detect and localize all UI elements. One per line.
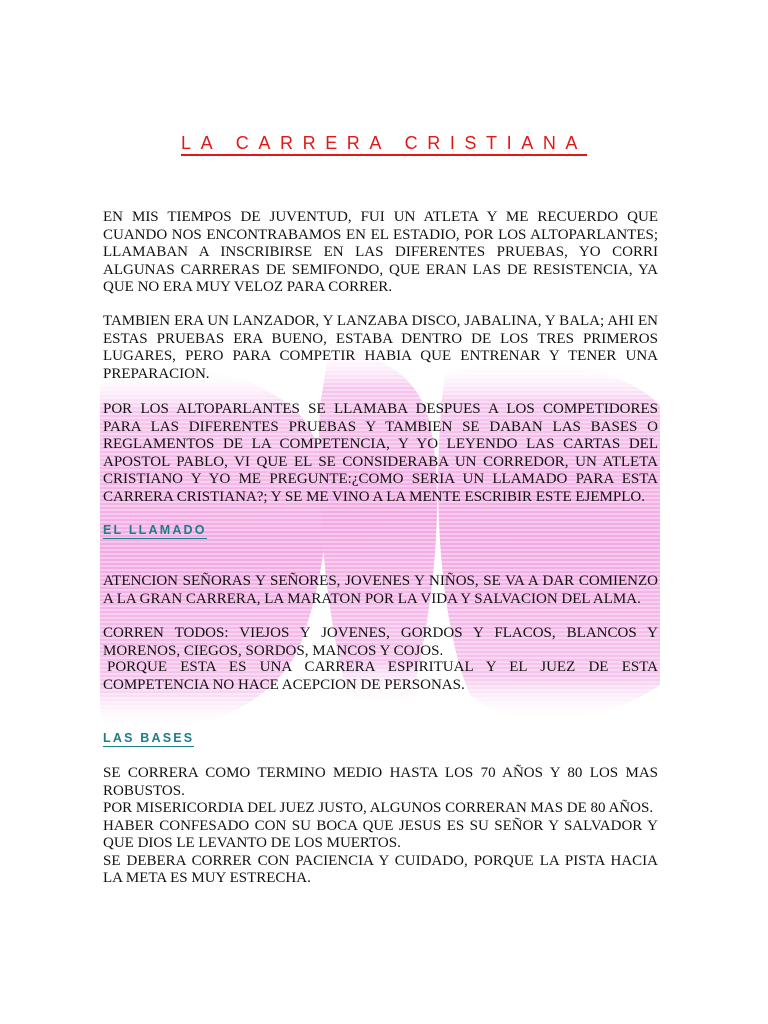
llamado-paragraph-3-text: PORQUE ESTA ES UNA CARRERA ESPIRITUAL Y EL JUEZ DE ESTA COMPETENCIA NO HACE ACEPCION DE PERSONAS. — [103, 659, 658, 693]
intro-paragraph-3 — [103, 401, 658, 506]
llamado-paragraph-1-text: ATENCION SEÑORAS Y SEÑORES, JOVENES Y NIÑOS, SE VA A DAR COMIENZO A LA GRAN CARRERA, LA MARATON POR LA VIDA Y SALVACION DEL ALMA. — [103, 573, 658, 607]
intro-paragraph-2-text: TAMBIEN ERA UN LANZADOR, Y LANZABA DISCO, JABALINA, Y BALA; AHI EN ESTAS PRUEBAS ERA BUENO, ESTABA DENTRO DE LOS TRES PRIMEROS LUGARES, PERO PARA COMPETIR HABIA QUE ENTRENAR Y TENER UNA PREPARACION. — [103, 313, 658, 382]
intro-paragraph-1 — [103, 209, 658, 297]
section-heading-bases-text: LAS BASES — [103, 731, 195, 745]
bases-item-3: HABER CONFESADO CON SU BOCA QUE JESUS ES SU SEÑOR Y SALVADOR Y QUE DIOS LE LEVANTO DE LOS MUERTOS. — [103, 817, 658, 851]
intro-paragraph-2 — [103, 313, 658, 383]
intro-paragraph-3-text: POR LOS ALTOPARLANTES SE LLAMABA DESPUES A LOS COMPETIDORES PARA LAS DIFERENTES PRUEBAS Y TAMBIEN SE DABAN LAS BASES O REGLAMENTOS DE LA COMPETENCIA, Y YO LEYENDO LAS CARTAS DEL APOSTOL PABLO, VI QUE EL SE CONSIDERABA UN CORREDOR, UN ATLETA CRISTIANO Y YO ME PREGUNTE:¿COMO SERIA UN LLAMADO PARA ESTA CARRERA CRISTIANA?; Y SE ME VINO A LA MENTE ESCRIBIR ESTE EJEMPLO. — [103, 401, 658, 505]
llamado-paragraph-3 — [103, 659, 658, 694]
bases-item-2: POR MISERICORDIA DEL JUEZ JUSTO, ALGUNOS CORRERAN MAS DE 80 AÑOS. — [103, 800, 654, 816]
document-title — [0, 133, 768, 154]
section-heading-llamado — [103, 523, 207, 537]
bases-item-4: SE DEBERA CORRER CON PACIENCIA Y CUIDADO, PORQUE LA PISTA HACIA LA META ES MUY ESTRECHA. — [103, 852, 658, 886]
section-heading-llamado-text: EL LLAMADO — [103, 523, 207, 537]
document-title-text: LA CARRERA CRISTIANA — [181, 133, 587, 156]
llamado-paragraph-2-text: CORREN TODOS: VIEJOS Y JOVENES, GORDOS Y FLACOS, BLANCOS Y MORENOS, CIEGOS, SORDOS, MANCOS Y COJOS. — [103, 625, 658, 659]
llamado-paragraph-1 — [103, 573, 658, 608]
bases-list — [103, 765, 658, 888]
intro-paragraph-1-text: EN MIS TIEMPOS DE JUVENTUD, FUI UN ATLETA Y ME RECUERDO QUE CUANDO NOS ENCONTRABAMOS EN EL ESTADIO, POR LOS ALTOPARLANTES; LLAMABAN A INSCRIBIRSE EN LAS DIFERENTES PRUEBAS, YO CORRI ALGUNAS CARRERAS DE SEMIFONDO, QUE ERAN LAS DE RESISTENCIA, YA QUE NO ERA MUY VELOZ PARA CORRER. — [103, 209, 658, 295]
bases-item-1: SE CORRERA COMO TERMINO MEDIO HASTA LOS 70 AÑOS Y 80 LOS MAS ROBUSTOS. — [103, 765, 658, 799]
section-heading-bases — [103, 731, 194, 745]
llamado-paragraph-2 — [103, 625, 658, 660]
